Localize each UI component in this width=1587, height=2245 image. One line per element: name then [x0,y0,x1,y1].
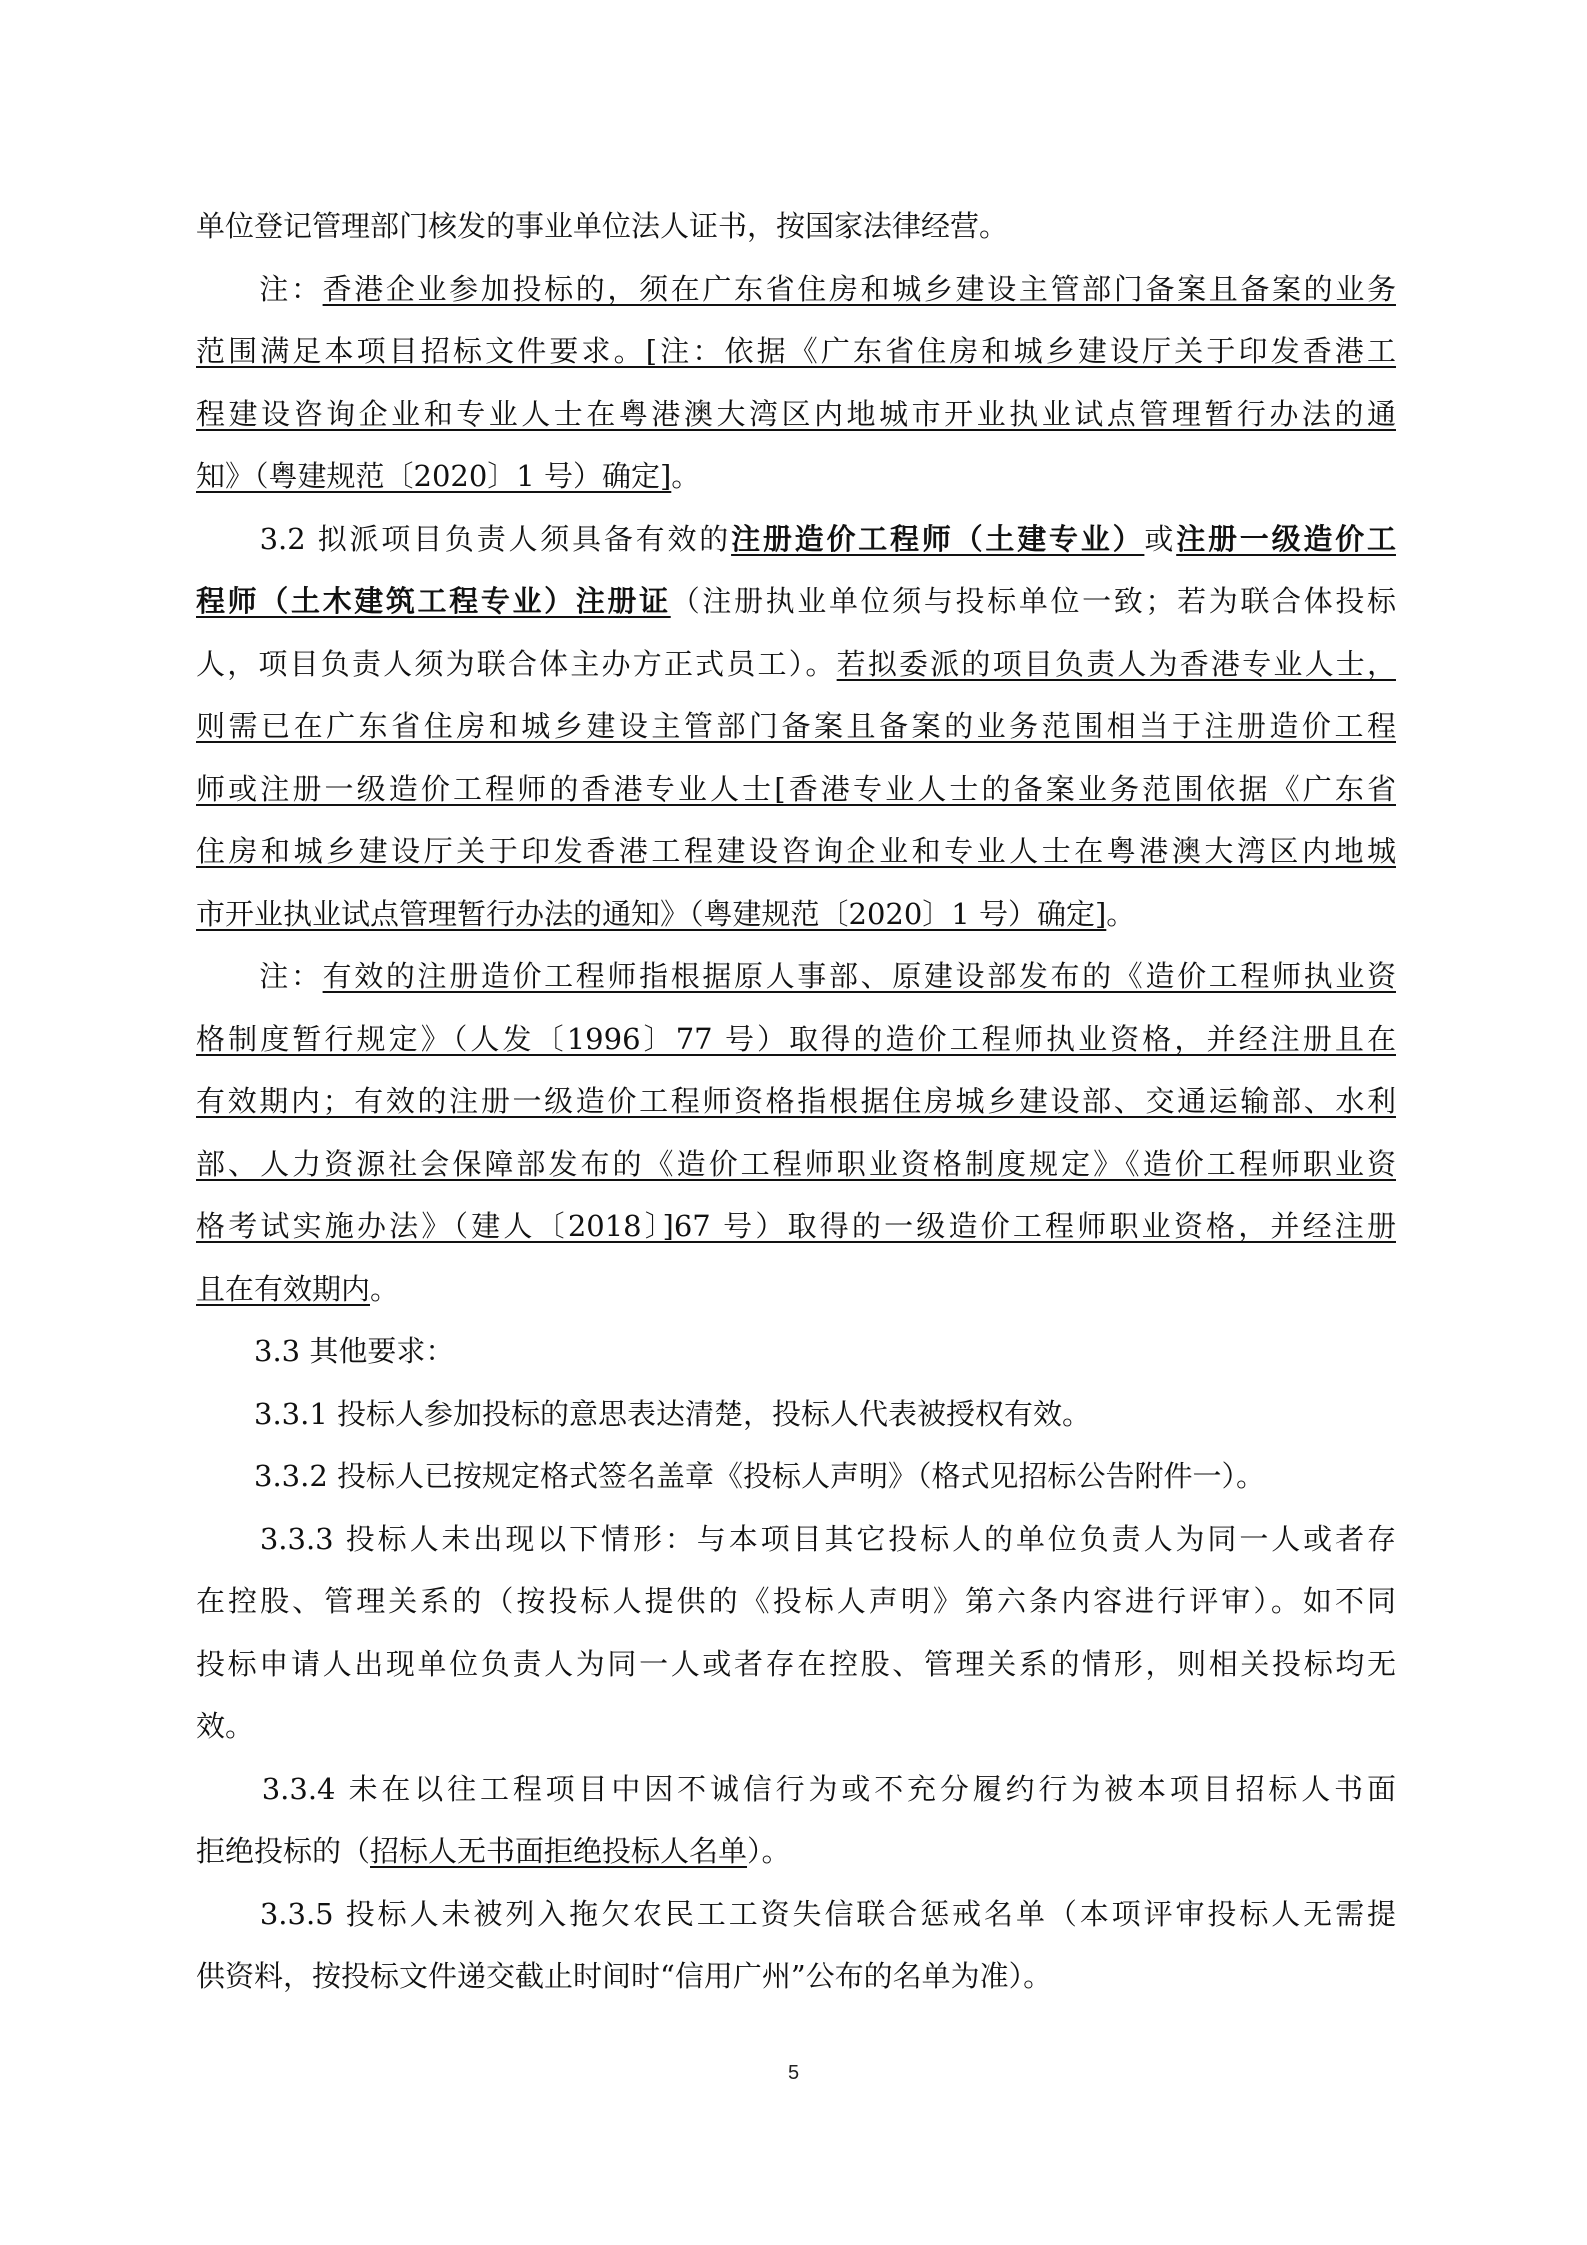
text-segment: ）。 [747,1834,791,1868]
text-line [196,1633,1396,1696]
text-line [196,320,1396,383]
text-line [196,883,1396,946]
text-segment: 注： [196,271,323,306]
text-line [196,1070,1396,1133]
text-segment: 3.3.1 投标人参加投标的意思表达清楚，投标人代表被授权有效。 [196,1396,1092,1431]
text-segment: 范围满足本项目招标文件要求。[注：依据《广东省住房和城乡建设厅关于印发香港工 [196,334,1396,368]
text-line [196,1820,1396,1883]
text-segment: 或 [1144,521,1177,556]
page-number: 5 [787,2062,800,2084]
text-segment: 部、人力资源社会保障部发布的《造价工程师职业资格制度规定》《造价工程师职业资 [196,1146,1396,1181]
text-segment: 且在有效期内 [196,1271,371,1306]
text-segment: 格制度暂行规定》（人发〔1996〕77 号）取得的造价工程师执业资格，并经注册且在 [196,1021,1396,1056]
text-line [196,1195,1396,1258]
text-segment: 在控股、管理关系的（按投标人提供的《投标人声明》第六条内容进行评审）。如不同 [196,1584,1396,1618]
text-segment: 知》（粤建规范〔2020〕1 号）确定] [196,459,672,493]
text-line [196,633,1396,696]
text-segment: 3.3.5 投标人未被列入拖欠农民工工资失信联合惩戒名单（本项评审投标人无需提 [196,1896,1396,1931]
text-segment: 若拟委派的项目负责人为香港专业人士， [836,646,1396,681]
text-segment: 供资料，按投标文件递交截止时间时“信用广州”公布的名单为准）。 [196,1959,1053,1993]
text-line [196,758,1396,821]
text-segment: 程建设咨询企业和专业人士在粤港澳大湾区内地城市开业执业试点管理暂行办法的通 [196,396,1396,431]
text-line [196,258,1396,321]
text-segment: 香港企业参加投标的，须在广东省住房和城乡建设主管部门备案且备案的业务 [322,271,1396,306]
text-segment: 。 [671,459,701,493]
document-body [196,195,1396,2008]
text-segment: 3.3.4 未在以往工程项目中因不诚信行为或不充分履约行为被本项目招标人书面 [196,1771,1396,1806]
text-segment: 有效期内；有效的注册一级造价工程师资格指根据住房城乡建设部、交通运输部、水利 [196,1084,1396,1118]
text-segment: 有效的注册造价工程师指根据原人事部、原建设部发布的《造价工程师执业资 [322,959,1396,993]
text-line [196,1695,1396,1758]
text-segment: 程师（土木建筑工程专业）注册证 [196,584,671,618]
text-segment: （注册执业单位须与投标单位一致；若为联合体投标 [670,584,1396,618]
text-line [196,820,1396,883]
text-line [196,1883,1396,1946]
text-line [196,383,1396,446]
text-segment: 住房和城乡建设厅关于印发香港工程建设咨询企业和专业人士在粤港澳大湾区内地城 [196,834,1396,868]
text-line [196,1258,1396,1321]
text-segment: 投标申请人出现单位负责人为同一人或者存在控股、管理关系的情形，则相关投标均无 [196,1646,1396,1681]
text-segment: 格考试实施办法》（建人〔2018〕]67 号）取得的一级造价工程师职业资格，并经注册 [196,1209,1396,1243]
text-line [196,195,1396,258]
text-segment: 单位登记管理部门核发的事业单位法人证书，按国家法律经营。 [196,209,1009,243]
text-line [196,1320,1396,1383]
text-segment: 。 [1106,896,1136,931]
text-line [196,1383,1396,1446]
text-line [196,1945,1396,2008]
text-line [196,445,1396,508]
text-line [196,1133,1396,1196]
text-line [196,570,1396,633]
text-segment: 3.3 其他要求： [196,1334,455,1368]
text-segment: 则需已在广东省住房和城乡建设主管部门备案且备案的业务范围相当于注册造价工程 [196,709,1396,743]
text-line [196,1570,1396,1633]
text-line [196,1758,1396,1821]
text-segment: 效。 [196,1709,255,1743]
text-line [196,1008,1396,1071]
text-line [196,508,1396,571]
text-segment: 3.3.3 投标人未出现以下情形：与本项目其它投标人的单位负责人为同一人或者存 [196,1521,1396,1556]
text-segment: 3.2 拟派项目负责人须具备有效的 [196,521,732,556]
text-segment: 市开业执业试点管理暂行办法的通知》（粤建规范〔2020〕1 号）确定] [196,896,1107,931]
text-segment: 招标人无书面拒绝投标人名单 [370,1834,748,1868]
text-segment: 。 [370,1271,400,1306]
text-line [196,1445,1396,1508]
text-segment: 注： [196,959,323,993]
text-segment: 注册一级造价工 [1176,521,1396,556]
text-segment: 人，项目负责人须为联合体主办方正式员工）。 [196,646,837,681]
text-line [196,695,1396,758]
text-segment: 师或注册一级造价工程师的香港专业人士[香港专业人士的备案业务范围依据《广东省 [196,771,1396,806]
text-line [196,1508,1396,1571]
text-line [196,945,1396,1008]
text-segment: 注册造价工程师（土建专业） [731,521,1145,556]
text-segment: 3.3.2 投标人已按规定格式签名盖章《投标人声明》（格式见招标公告附件一）。 [196,1459,1266,1493]
text-segment: 拒绝投标的（ [196,1834,371,1868]
